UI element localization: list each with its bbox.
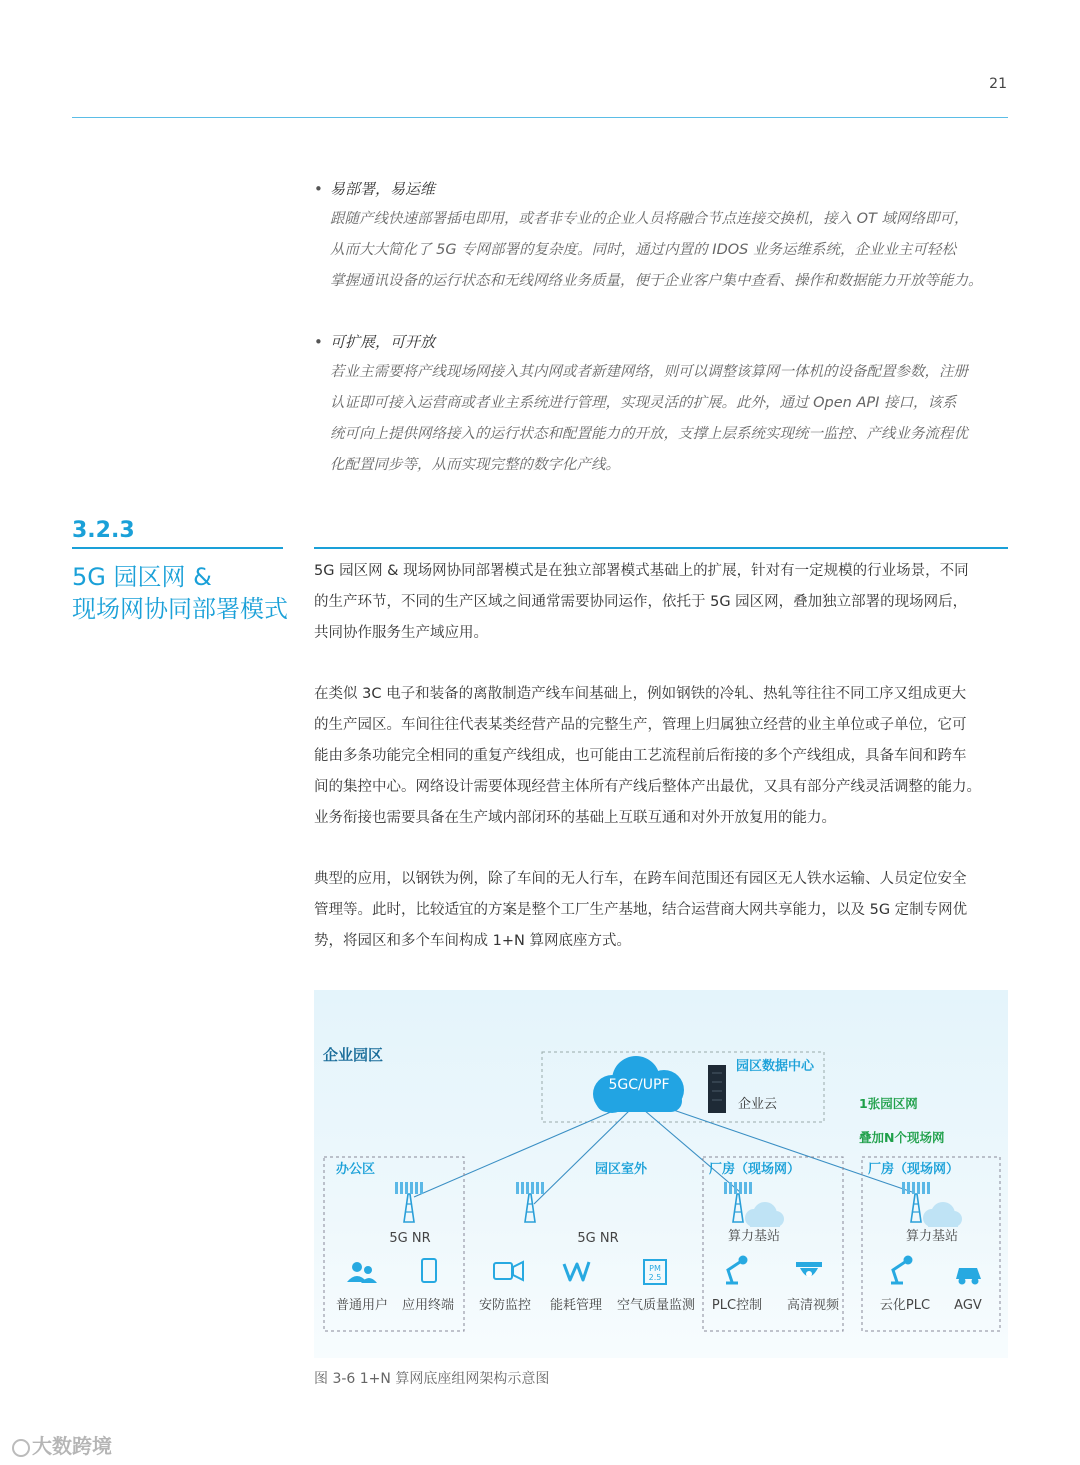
users-icon [347, 1262, 377, 1283]
watermark-text: 大数跨境 [32, 1434, 112, 1458]
section-title [72, 561, 288, 625]
bullet-title: 可扩展，可开放 [330, 333, 436, 351]
energy-icon [564, 1262, 589, 1280]
section-number: 3.2.3 [72, 518, 135, 543]
item-label: 应用终端 [401, 1298, 455, 1313]
nr-label-outdoor: 5G NR [577, 1231, 619, 1246]
bullet-line: 若业主需要将产线现场网接入其内网或者新建网络，则可以调整该算网一体机的设备配置参数，注册 [330, 364, 968, 380]
pm25-icon [644, 1260, 666, 1284]
bullet-line: 化配置同步等，从而实现完整的数字化产线。 [330, 457, 620, 473]
bullet-line: 从而大大简化了 5G 专网部署的复杂度。同时，通过内置的 IDOS 业务运维系统，企业业主可轻松 [330, 242, 956, 258]
bullet-body [314, 357, 1014, 481]
section-title-line: 现场网协同部署模式 [72, 595, 288, 623]
phone-icon [422, 1259, 436, 1282]
item-label: 普通用户 [335, 1298, 389, 1313]
section-title-line: 5G 园区网 & [72, 563, 212, 591]
compute-station-label-2: 算力基站 [905, 1229, 959, 1244]
svg-text:PM: PM [649, 1264, 661, 1273]
outdoor-zone-label: 园区室外 [594, 1162, 648, 1177]
compute-station-label: 算力基站 [727, 1229, 781, 1244]
antenna-icon [516, 1182, 544, 1222]
bullet-body [314, 204, 1014, 297]
item-label: 高清视频 [786, 1298, 840, 1313]
dome-camera-icon [796, 1262, 822, 1277]
datacenter-label: 园区数据中心 [736, 1059, 815, 1074]
watermark-logo-icon [12, 1439, 30, 1457]
paragraph-line: 5G 园区网 & 现场网协同部署模式是在独立部署模式基础上的扩展，针对有一定规模的行业场景，不同 [314, 563, 969, 579]
bullet-line: 认证即可接入运营商或者业主系统进行管理，实现灵活的扩展。此外，通过 Open API 接口，该系 [330, 395, 957, 411]
core-network-label: 5GC/UPF [608, 1077, 670, 1093]
enterprise-park-label: 企业园区 [323, 1046, 384, 1064]
item-label: 空气质量监测 [616, 1298, 696, 1313]
antenna-icon [395, 1182, 423, 1222]
legend-park-network: 1张园区网 [859, 1096, 918, 1111]
paragraph-line: 共同协作服务生产域应用。 [314, 625, 488, 641]
item-label: AGV [954, 1298, 982, 1313]
connection-line [656, 1104, 912, 1192]
enterprise-cloud-label: 企业云 [738, 1097, 778, 1112]
bullet-easy-deploy [314, 174, 1014, 297]
network-architecture-figure [314, 990, 1008, 1358]
camera-icon [494, 1262, 523, 1280]
item-label: 云化PLC [879, 1298, 931, 1313]
bullet-line: 统可向上提供网络接入的运行状态和配置能力的开放，支撑上层系统实现统一监控、产线业务流程优 [330, 426, 968, 442]
bullet-line: 掌握通讯设备的运行状态和无线网络业务质量，便于企业客户集中查看、操作和数据能力开放等能力。 [330, 273, 983, 289]
section-rule-left [72, 547, 283, 549]
nr-label-office: 5G NR [389, 1231, 431, 1246]
factory-zone-label-2: 厂房（现场网） [868, 1162, 960, 1177]
paragraph-line: 典型的应用，以钢铁为例，除了车间的无人行车，在跨车间范围还有园区无人铁水运输、人员定位安全 [314, 871, 967, 887]
bullet-dot: • [314, 180, 323, 198]
watermark [12, 1430, 112, 1459]
page-number: 21 [989, 76, 1007, 92]
paragraph-2 [314, 679, 1014, 834]
robot-arm-icon [891, 1257, 911, 1283]
paragraph-1 [314, 556, 1014, 649]
server-icon [708, 1065, 726, 1113]
header-rule [72, 117, 1008, 118]
item-label: PLC控制 [711, 1298, 763, 1313]
legend-field-network: 叠加N个现场网 [859, 1130, 945, 1145]
compute-cloud-icon [745, 1202, 784, 1227]
agv-icon [956, 1268, 981, 1285]
paragraph-line: 间的集控中心。网络设计需要体现经营主体所有产线后整体产出最优，又具有部分产线灵活调整的能力。 [314, 779, 981, 795]
svg-text:2.5: 2.5 [648, 1273, 662, 1282]
bullet-title: 易部署，易运维 [330, 180, 436, 198]
paragraph-line: 势，将园区和多个车间构成 1+N 算网底座方式。 [314, 933, 631, 949]
connection-lines [414, 1104, 912, 1204]
robot-arm-icon [726, 1257, 746, 1283]
paragraph-line: 的生产环节，不同的生产区域之间通常需要协同运作，依托于 5G 园区网，叠加独立部署的现场网后， [314, 594, 968, 610]
item-label: 安防监控 [478, 1298, 532, 1313]
office-zone-label: 办公区 [336, 1162, 376, 1177]
paragraph-line: 管理等。此时，比较适宜的方案是整个工厂生产基地，结合运营商大网共享能力，以及 5G 定制专网优 [314, 902, 968, 918]
section-rule-right [314, 547, 1008, 549]
paragraph-line: 业务衔接也需要具备在生产域内部闭环的基础上互联互通和对外开放复用的能力。 [314, 810, 836, 826]
bullet-dot: • [314, 333, 323, 351]
paragraph-line: 在类似 3C 电子和装备的离散制造产线车间基础上，例如钢铁的冷轧、热轧等往往不同工序又组成更大 [314, 686, 967, 702]
bullet-line: 跟随产线快速部署插电即用，或者非专业的企业人员将融合节点连接交换机，接入 OT 域网络即可， [330, 211, 969, 227]
compute-cloud-icon [923, 1202, 962, 1227]
paragraph-line: 的生产园区。车间往往代表某类经营产品的完整生产，管理上归属独立经营的业主单位或子单位，它可 [314, 717, 967, 733]
paragraph-3 [314, 864, 1014, 957]
item-label: 能耗管理 [549, 1298, 603, 1313]
network-diagram [314, 990, 1008, 1358]
factory-zone-label: 厂房（现场网） [709, 1162, 801, 1177]
bullet-scalable [314, 327, 1014, 481]
paragraph-line: 能由多条功能完全相同的重复产线组成，也可能由工艺流程前后衔接的多个产线组成，具备车间和跨车 [314, 748, 967, 764]
figure-caption: 图 3-6 1+N 算网底座组网架构示意图 [314, 1371, 550, 1387]
